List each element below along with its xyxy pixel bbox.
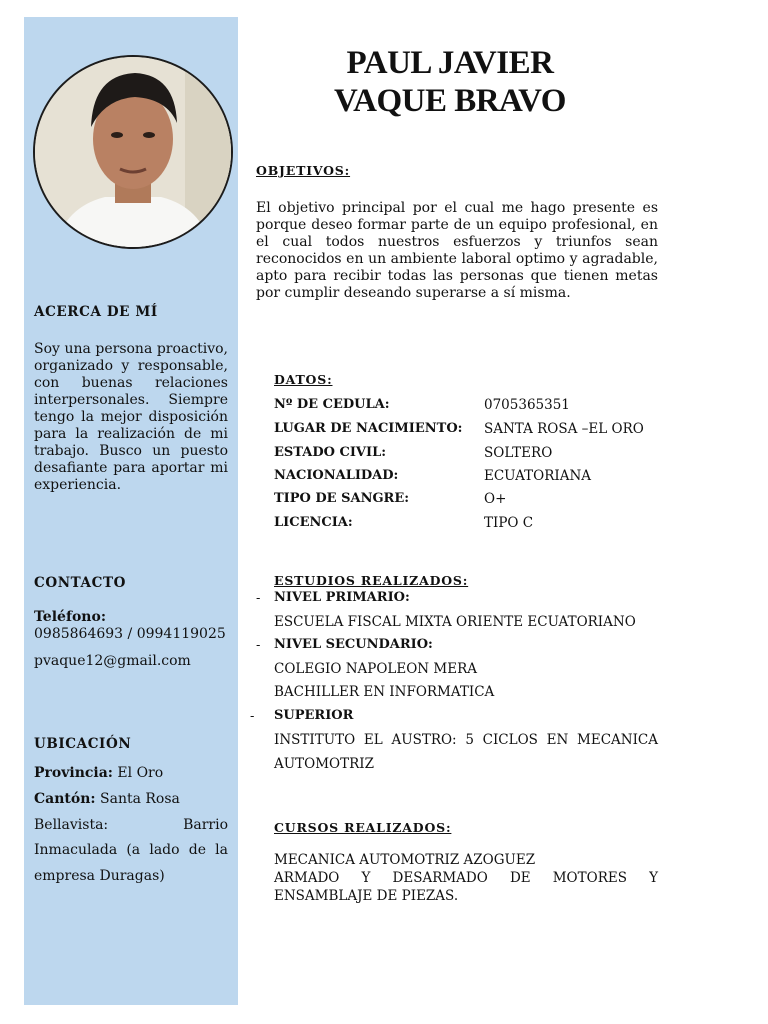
datos-value: 0705365351	[484, 397, 570, 413]
datos-label: LUGAR DE NACIMIENTO:	[274, 421, 463, 436]
datos-row	[274, 491, 674, 511]
bullet-dash: -	[256, 591, 261, 606]
canton-value: Santa Rosa	[100, 791, 180, 807]
datos-label: Nº DE CEDULA:	[274, 397, 390, 412]
canton-label: Cantón:	[34, 791, 96, 807]
primary-label: NIVEL PRIMARIO:	[274, 590, 410, 605]
full-name	[260, 44, 640, 120]
email-value: pvaque12@gmail.com	[34, 653, 191, 669]
course-line-3: ENSAMBLAJE DE PIEZAS.	[274, 888, 459, 904]
datos-value: O+	[484, 491, 507, 507]
datos-row	[274, 468, 674, 488]
phone-label: Teléfono:	[34, 609, 106, 625]
objectives-heading: OBJETIVOS:	[256, 163, 351, 178]
bullet-dash: -	[256, 638, 261, 653]
province-line	[34, 765, 228, 781]
profile-portrait-image	[35, 57, 231, 247]
phone-value: 0985864693 / 0994119025	[34, 626, 226, 642]
datos-row	[274, 445, 674, 465]
name-line-2: VAQUE BRAVO	[334, 83, 566, 119]
datos-value: SANTA ROSA –EL ORO	[484, 421, 644, 437]
datos-row	[274, 421, 674, 441]
contact-heading: CONTACTO	[34, 575, 126, 591]
secondary-school: COLEGIO NAPOLEON MERA	[274, 661, 477, 677]
courses-heading: CURSOS REALIZADOS:	[274, 820, 452, 835]
superior-line-2: AUTOMOTRIZ	[274, 756, 374, 772]
studies-heading: ESTUDIOS REALIZADOS:	[274, 573, 469, 588]
profile-photo	[33, 55, 233, 249]
primary-school: ESCUELA FISCAL MIXTA ORIENTE ECUATORIANO	[274, 614, 636, 630]
superior-label: SUPERIOR	[274, 708, 354, 723]
address-line-3: empresa Duragas)	[34, 868, 165, 884]
datos-heading: DATOS:	[274, 372, 333, 387]
course-line-1: MECANICA AUTOMOTRIZ AZOGUEZ	[274, 852, 536, 868]
datos-label: ESTADO CIVIL:	[274, 445, 387, 460]
datos-label: NACIONALIDAD:	[274, 468, 399, 483]
datos-value: ECUATORIANA	[484, 468, 592, 484]
about-text: Soy una persona proactivo, organizado y responsable, con buenas relaciones interpersonales. Siempre tengo la mejor disposición para la realización de mi trabajo. Busco un puesto desafiante para aportar mi experiencia.	[34, 341, 228, 493]
superior-line-1: INSTITUTO EL AUSTRO: 5 CICLOS EN MECANICA	[274, 732, 658, 748]
province-value: El Oro	[117, 765, 164, 781]
address-line-1: Bellavista: Barrio	[34, 817, 228, 833]
province-label: Provincia:	[34, 765, 113, 781]
location-heading: UBICACIÓN	[34, 736, 132, 752]
secondary-label: NIVEL SECUNDARIO:	[274, 637, 433, 652]
canton-line	[34, 791, 228, 807]
datos-value: TIPO C	[484, 515, 534, 531]
datos-label: LICENCIA:	[274, 515, 353, 530]
bullet-dash: -	[250, 709, 255, 724]
datos-row	[274, 397, 674, 417]
objectives-text: El objetivo principal por el cual me hago presente es porque deseo formar parte de un equipo profesional, en el cual todos nuestros esfuerzos y triunfos sean reconocidos en un ambiente laboral optimo y agradable, apto para recibir todas las personas que tienen metas por cumplir deseando superarse a sí misma.	[256, 200, 658, 301]
datos-label: TIPO DE SANGRE:	[274, 491, 410, 506]
address-line-2: Inmaculada (a lado de la	[34, 842, 228, 858]
datos-value: SOLTERO	[484, 445, 553, 461]
course-line-2: ARMADO Y DESARMADO DE MOTORES Y	[274, 870, 658, 886]
secondary-degree: BACHILLER EN INFORMATICA	[274, 684, 495, 700]
datos-row	[274, 515, 674, 535]
name-line-1: PAUL JAVIER	[346, 45, 554, 81]
about-heading: ACERCA DE MÍ	[34, 304, 158, 320]
